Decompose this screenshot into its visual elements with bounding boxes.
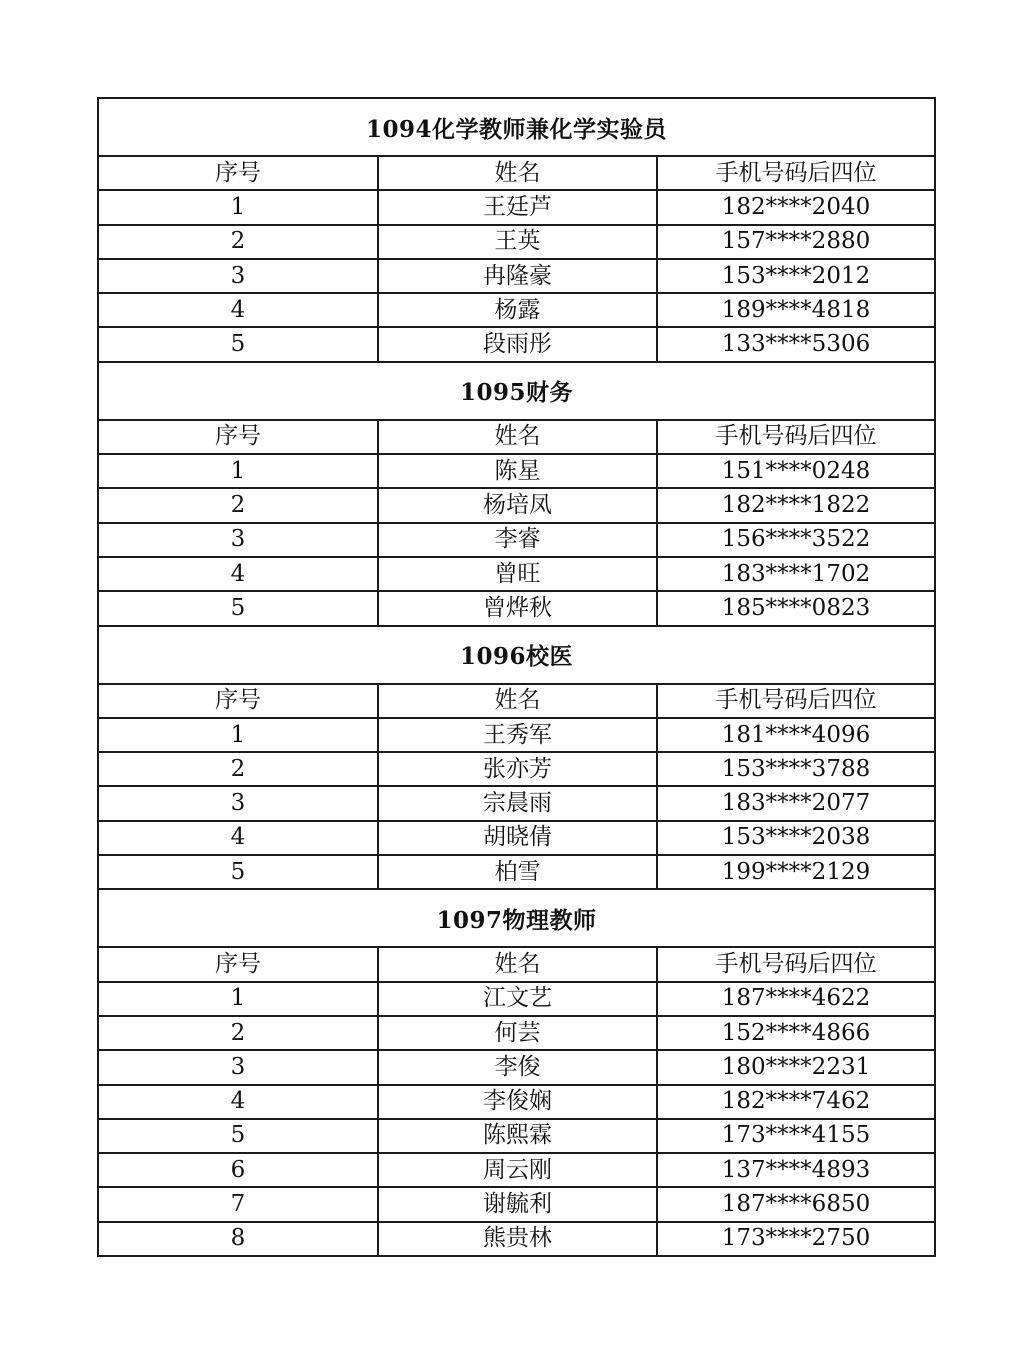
- cell-phone: 152****4866: [658, 1017, 936, 1051]
- cell-phone: 153****3788: [658, 753, 936, 787]
- table-row: [99, 1188, 936, 1222]
- cell-phone: 133****5306: [658, 328, 936, 362]
- table-row: [99, 592, 936, 626]
- header-name: 姓名: [379, 421, 658, 455]
- cell-phone: 156****3522: [658, 524, 936, 558]
- cell-name: 曾烨秋: [379, 592, 658, 626]
- cell-phone: 151****0248: [658, 455, 936, 489]
- cell-seq: 3: [99, 1051, 379, 1085]
- cell-phone: 153****2012: [658, 260, 936, 294]
- cell-phone: 180****2231: [658, 1051, 936, 1085]
- table-row: [99, 822, 936, 856]
- cell-name: 熊贵林: [379, 1223, 658, 1257]
- cell-name: 王英: [379, 226, 658, 260]
- cell-phone: 187****6850: [658, 1188, 936, 1222]
- cell-seq: 8: [99, 1223, 379, 1257]
- cell-seq: 6: [99, 1154, 379, 1188]
- section-title: 1097物理教师: [99, 890, 936, 948]
- cell-name: 杨露: [379, 294, 658, 328]
- cell-name: 胡晓倩: [379, 822, 658, 856]
- table-header-row: [99, 685, 936, 719]
- header-seq: 序号: [99, 421, 379, 455]
- section-title: 1095财务: [99, 363, 936, 421]
- cell-name: 何芸: [379, 1017, 658, 1051]
- cell-seq: 4: [99, 558, 379, 592]
- header-phone: 手机号码后四位: [658, 685, 936, 719]
- table-row: [99, 524, 936, 558]
- cell-name: 柏雪: [379, 856, 658, 890]
- cell-seq: 3: [99, 524, 379, 558]
- cell-name: 李睿: [379, 524, 658, 558]
- cell-seq: 1: [99, 983, 379, 1017]
- table-row: [99, 1051, 936, 1085]
- cell-phone: 185****0823: [658, 592, 936, 626]
- table-row: [99, 1154, 936, 1188]
- table-row: [99, 294, 936, 328]
- cell-phone: 183****2077: [658, 787, 936, 821]
- table-header-row: [99, 948, 936, 982]
- cell-name: 王秀军: [379, 719, 658, 753]
- cell-phone: 187****4622: [658, 983, 936, 1017]
- header-seq: 序号: [99, 948, 379, 982]
- cell-name: 周云刚: [379, 1154, 658, 1188]
- cell-seq: 3: [99, 260, 379, 294]
- table-row: [99, 1223, 936, 1257]
- section-title: 1094化学教师兼化学实验员: [99, 99, 936, 157]
- cell-phone: 183****1702: [658, 558, 936, 592]
- cell-seq: 4: [99, 822, 379, 856]
- cell-name: 李俊娴: [379, 1086, 658, 1120]
- cell-name: 张亦芳: [379, 753, 658, 787]
- cell-name: 江文艺: [379, 983, 658, 1017]
- table-row: [99, 191, 936, 225]
- cell-seq: 5: [99, 1120, 379, 1154]
- cell-name: 曾旺: [379, 558, 658, 592]
- cell-name: 冉隆豪: [379, 260, 658, 294]
- cell-seq: 1: [99, 719, 379, 753]
- table-row: [99, 1017, 936, 1051]
- cell-name: 谢毓利: [379, 1188, 658, 1222]
- table-row: [99, 455, 936, 489]
- cell-name: 王廷芦: [379, 191, 658, 225]
- cell-phone: 137****4893: [658, 1154, 936, 1188]
- cell-phone: 181****4096: [658, 719, 936, 753]
- header-phone: 手机号码后四位: [658, 948, 936, 982]
- candidate-list-table: [97, 97, 936, 1257]
- cell-phone: 182****2040: [658, 191, 936, 225]
- header-phone: 手机号码后四位: [658, 421, 936, 455]
- table-row: [99, 983, 936, 1017]
- header-name: 姓名: [379, 685, 658, 719]
- cell-phone: 182****7462: [658, 1086, 936, 1120]
- section-1096: [99, 627, 936, 891]
- header-name: 姓名: [379, 948, 658, 982]
- cell-name: 杨培凤: [379, 489, 658, 523]
- cell-phone: 157****2880: [658, 226, 936, 260]
- cell-phone: 173****2750: [658, 1223, 936, 1257]
- header-seq: 序号: [99, 685, 379, 719]
- table-row: [99, 260, 936, 294]
- table-row: [99, 1120, 936, 1154]
- table-header-row: [99, 157, 936, 191]
- cell-seq: 3: [99, 787, 379, 821]
- table-row: [99, 558, 936, 592]
- section-1097: [99, 890, 936, 1257]
- cell-name: 李俊: [379, 1051, 658, 1085]
- cell-seq: 2: [99, 1017, 379, 1051]
- cell-seq: 5: [99, 592, 379, 626]
- table-row: [99, 226, 936, 260]
- section-title: 1096校医: [99, 627, 936, 685]
- cell-seq: 7: [99, 1188, 379, 1222]
- table-row: [99, 719, 936, 753]
- table-row: [99, 856, 936, 890]
- cell-seq: 2: [99, 753, 379, 787]
- header-name: 姓名: [379, 157, 658, 191]
- cell-seq: 5: [99, 856, 379, 890]
- cell-seq: 2: [99, 226, 379, 260]
- cell-seq: 4: [99, 1086, 379, 1120]
- cell-seq: 1: [99, 455, 379, 489]
- cell-name: 段雨彤: [379, 328, 658, 362]
- table-row: [99, 489, 936, 523]
- cell-seq: 5: [99, 328, 379, 362]
- cell-phone: 189****4818: [658, 294, 936, 328]
- header-seq: 序号: [99, 157, 379, 191]
- cell-name: 陈熙霖: [379, 1120, 658, 1154]
- table-row: [99, 753, 936, 787]
- cell-name: 宗晨雨: [379, 787, 658, 821]
- cell-seq: 1: [99, 191, 379, 225]
- table-row: [99, 787, 936, 821]
- cell-phone: 199****2129: [658, 856, 936, 890]
- cell-seq: 4: [99, 294, 379, 328]
- table-header-row: [99, 421, 936, 455]
- cell-phone: 153****2038: [658, 822, 936, 856]
- cell-phone: 173****4155: [658, 1120, 936, 1154]
- header-phone: 手机号码后四位: [658, 157, 936, 191]
- section-1094: [99, 99, 936, 363]
- cell-seq: 2: [99, 489, 379, 523]
- cell-name: 陈星: [379, 455, 658, 489]
- section-1095: [99, 363, 936, 627]
- cell-phone: 182****1822: [658, 489, 936, 523]
- table-row: [99, 1086, 936, 1120]
- table-row: [99, 328, 936, 362]
